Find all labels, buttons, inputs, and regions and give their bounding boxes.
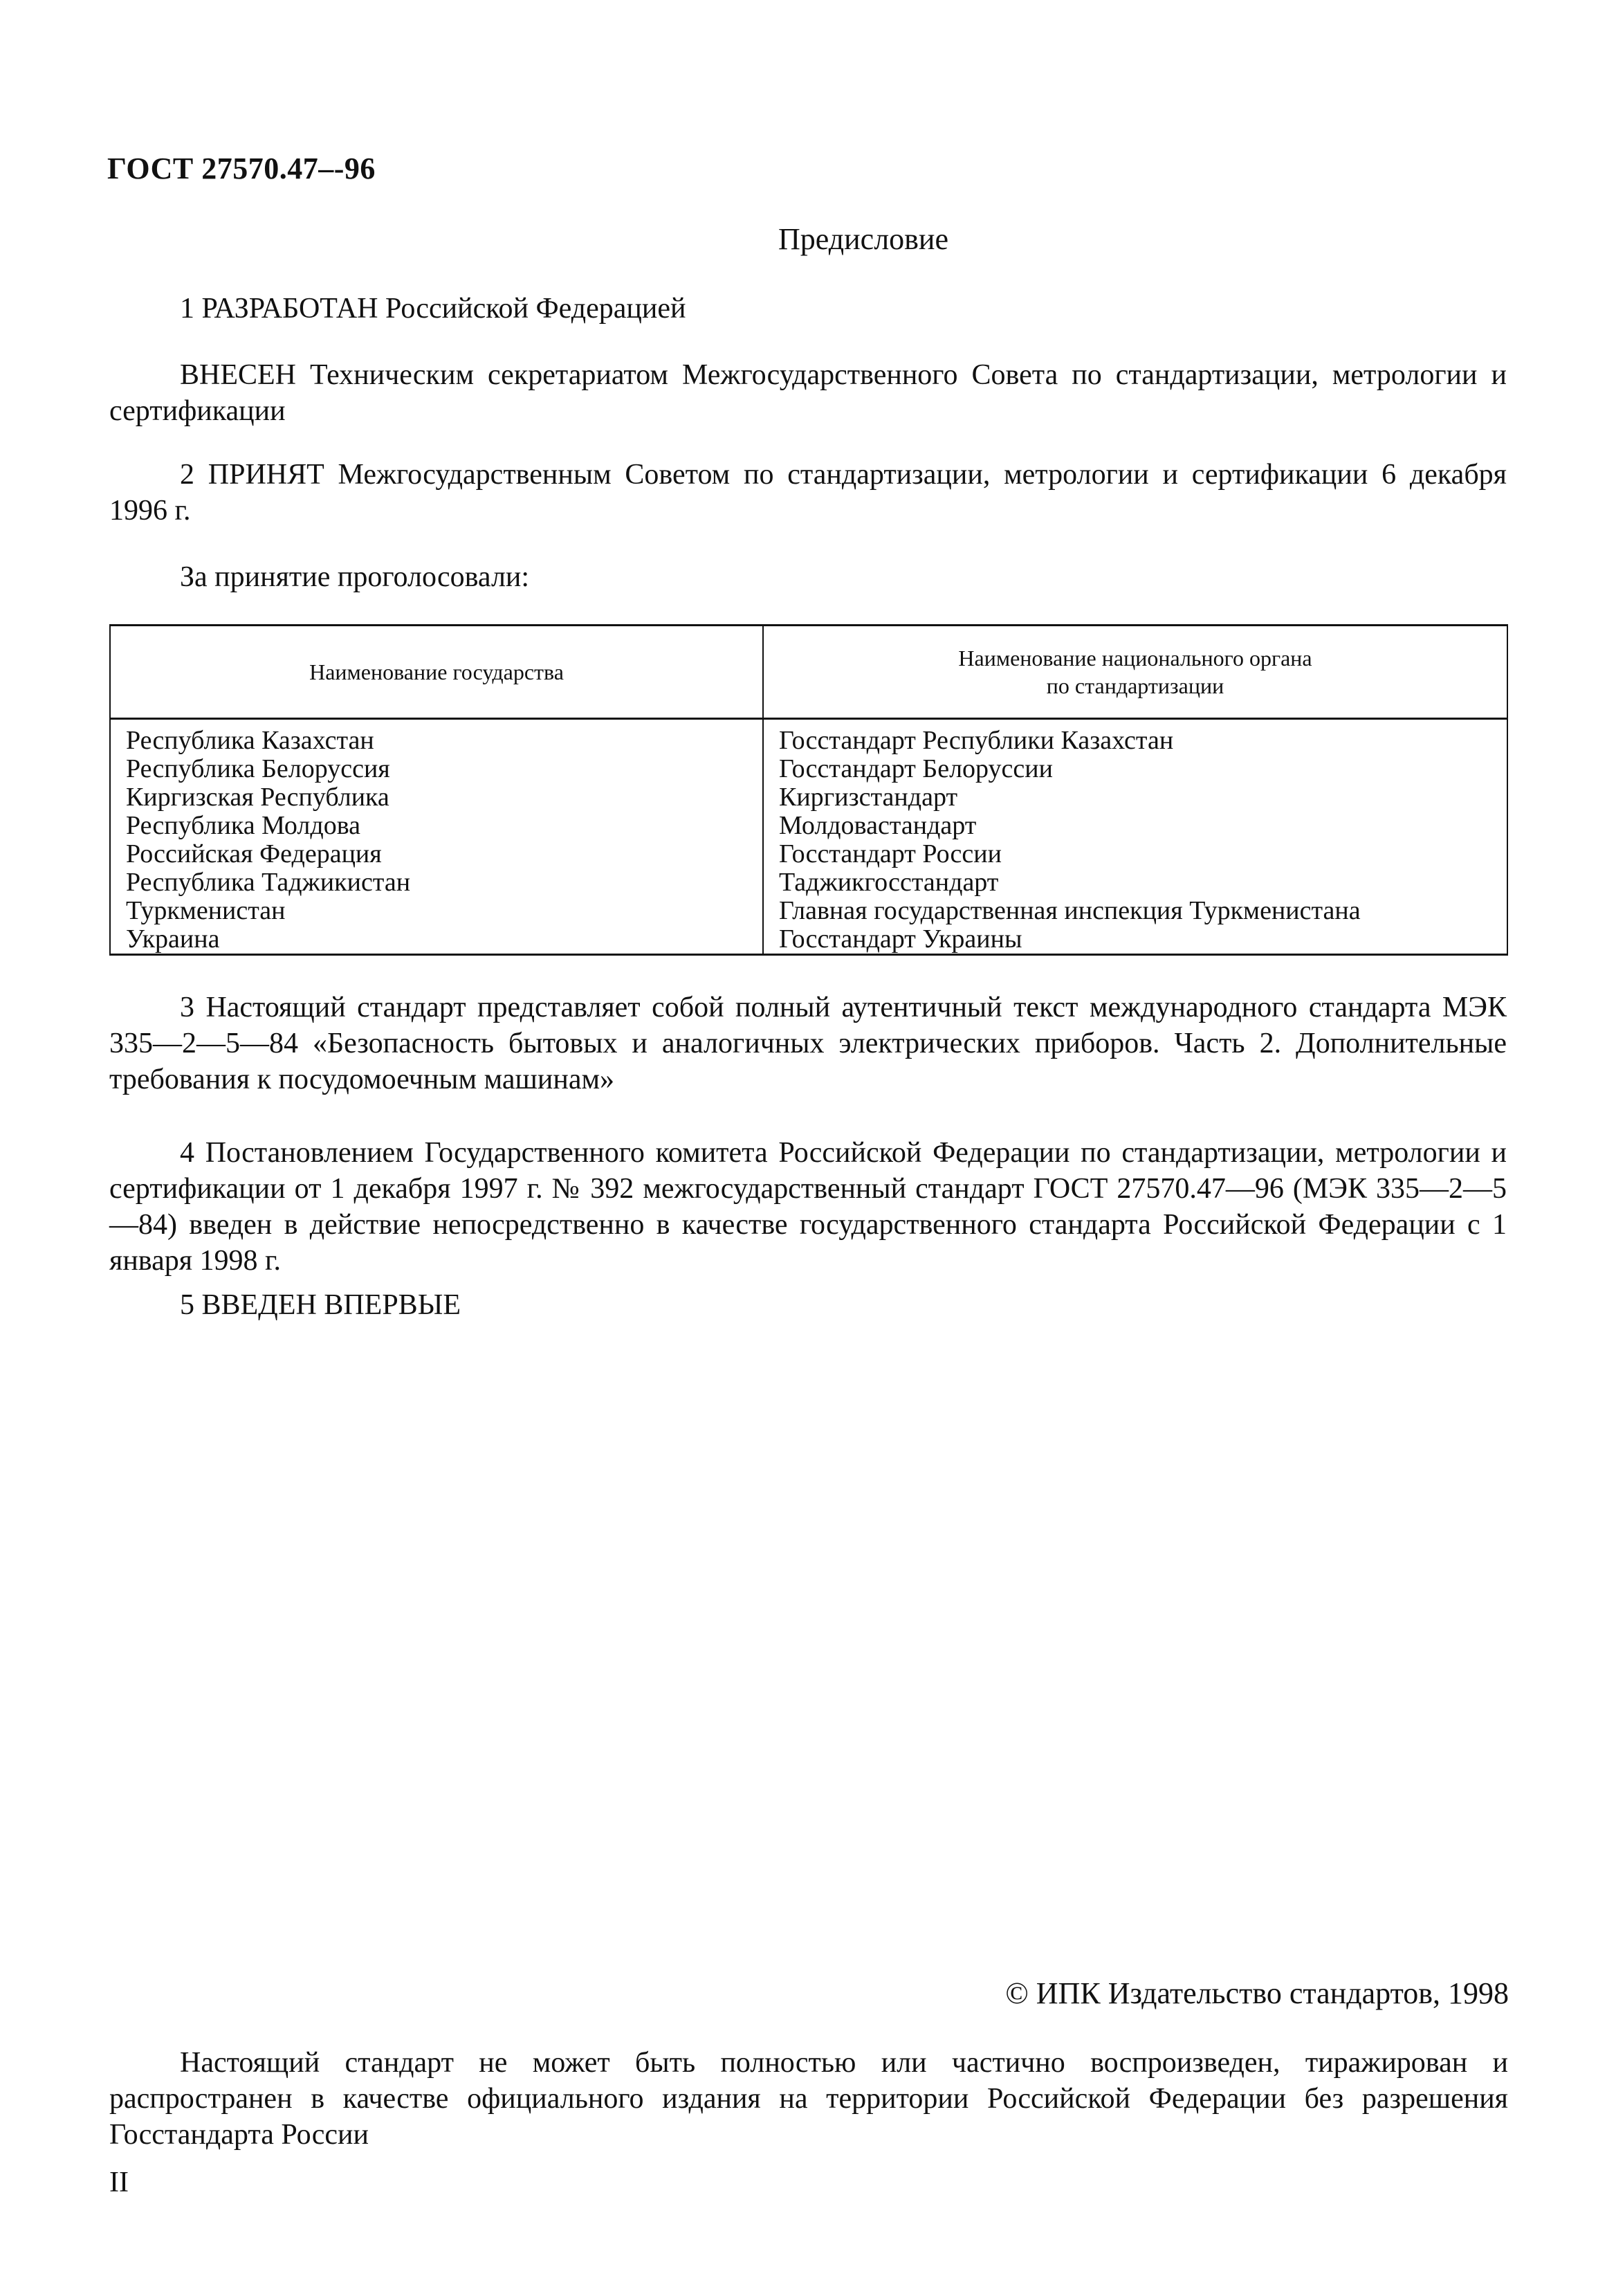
state-cell: Российская Федерация xyxy=(110,840,763,868)
document-code: ГОСТ 27570.47–-96 xyxy=(107,152,376,185)
paragraph-resolution: 4 Постановлением Государственного комитета Российской Федерации по стандартизации, метрологии и сертификации от 1 декабря 1997 г. № 392 межгосударственный стандарт ГОСТ 27570.47—96 (МЭК 335—2—5—84) введен в действие непосредственно в качестве государственного стандарта Российской Федерации с 1 января 1998 г. xyxy=(109,1137,1507,1277)
body-cell: Молдовастандарт xyxy=(763,812,1507,840)
body-cell: Госстандарт Белоруссии xyxy=(763,755,1507,783)
body-cell: Таджикгосстандарт xyxy=(763,868,1507,897)
table-row xyxy=(110,783,1507,812)
table-row xyxy=(110,897,1507,925)
state-cell: Республика Молдова xyxy=(110,812,763,840)
paragraph-introduced: ВНЕСЕН Техническим секретариатом Межгосударственного Совета по стандартизации, метрологии и сертификации xyxy=(109,359,1507,427)
body-cell: Госстандарт Республики Казахстан xyxy=(763,719,1507,756)
header-national-body-line2: по стандартизации xyxy=(1046,673,1224,698)
table-row xyxy=(110,812,1507,840)
page-title: Предисловие xyxy=(778,222,948,256)
reproduction-notice: Настоящий стандарт не может быть полностью или частично воспроизведен, тиражирован и распространен в качестве официального издания на территории Российской Федерации без разрешения Госстандарта России xyxy=(109,2047,1508,2151)
copyright-notice: © ИПК Издательство стандартов, 1998 xyxy=(1005,1976,1509,2010)
paragraph-adopted: 2 ПРИНЯТ Межгосударственным Советом по стандартизации, метрологии и сертификации 6 декабря 1996 г. xyxy=(109,459,1507,527)
body-cell: Госстандарт России xyxy=(763,840,1507,868)
state-cell: Украина xyxy=(110,925,763,955)
body-cell: Киргизстандарт xyxy=(763,783,1507,812)
header-national-body-line1: Наименование национального органа xyxy=(958,646,1312,671)
state-cell: Республика Казахстан xyxy=(110,719,763,756)
voting-states-table xyxy=(109,624,1508,956)
table-row xyxy=(110,840,1507,868)
header-state: Наименование государства xyxy=(110,626,763,719)
state-cell: Туркменистан xyxy=(110,897,763,925)
table-row xyxy=(110,755,1507,783)
paragraph-first-time: 5 ВВЕДЕН ВПЕРВЫЕ xyxy=(180,1289,461,1321)
table-row xyxy=(110,868,1507,897)
page-number: II xyxy=(109,2167,129,2198)
paragraph-voted-intro: За принятие проголосовали: xyxy=(180,561,530,593)
header-national-body xyxy=(763,626,1507,719)
paragraph-authentic-text: 3 Настоящий стандарт представляет собой полный аутентичный текст международного стандарта МЭК 335—2—5—84 «Безопасность бытовых и аналогичных электрических приборов. Часть 2. Дополнительные требования к посудомоечным машинам» xyxy=(109,992,1507,1095)
body-cell: Главная государственная инспекция Туркменистана xyxy=(763,897,1507,925)
state-cell: Республика Таджикистан xyxy=(110,868,763,897)
paragraph-developed: 1 РАЗРАБОТАН Российской Федерацией xyxy=(180,293,686,325)
state-cell: Киргизская Республика xyxy=(110,783,763,812)
table-header-row xyxy=(110,626,1507,719)
table-row xyxy=(110,925,1507,955)
table-row xyxy=(110,719,1507,756)
state-cell: Республика Белоруссия xyxy=(110,755,763,783)
body-cell: Госстандарт Украины xyxy=(763,925,1507,955)
